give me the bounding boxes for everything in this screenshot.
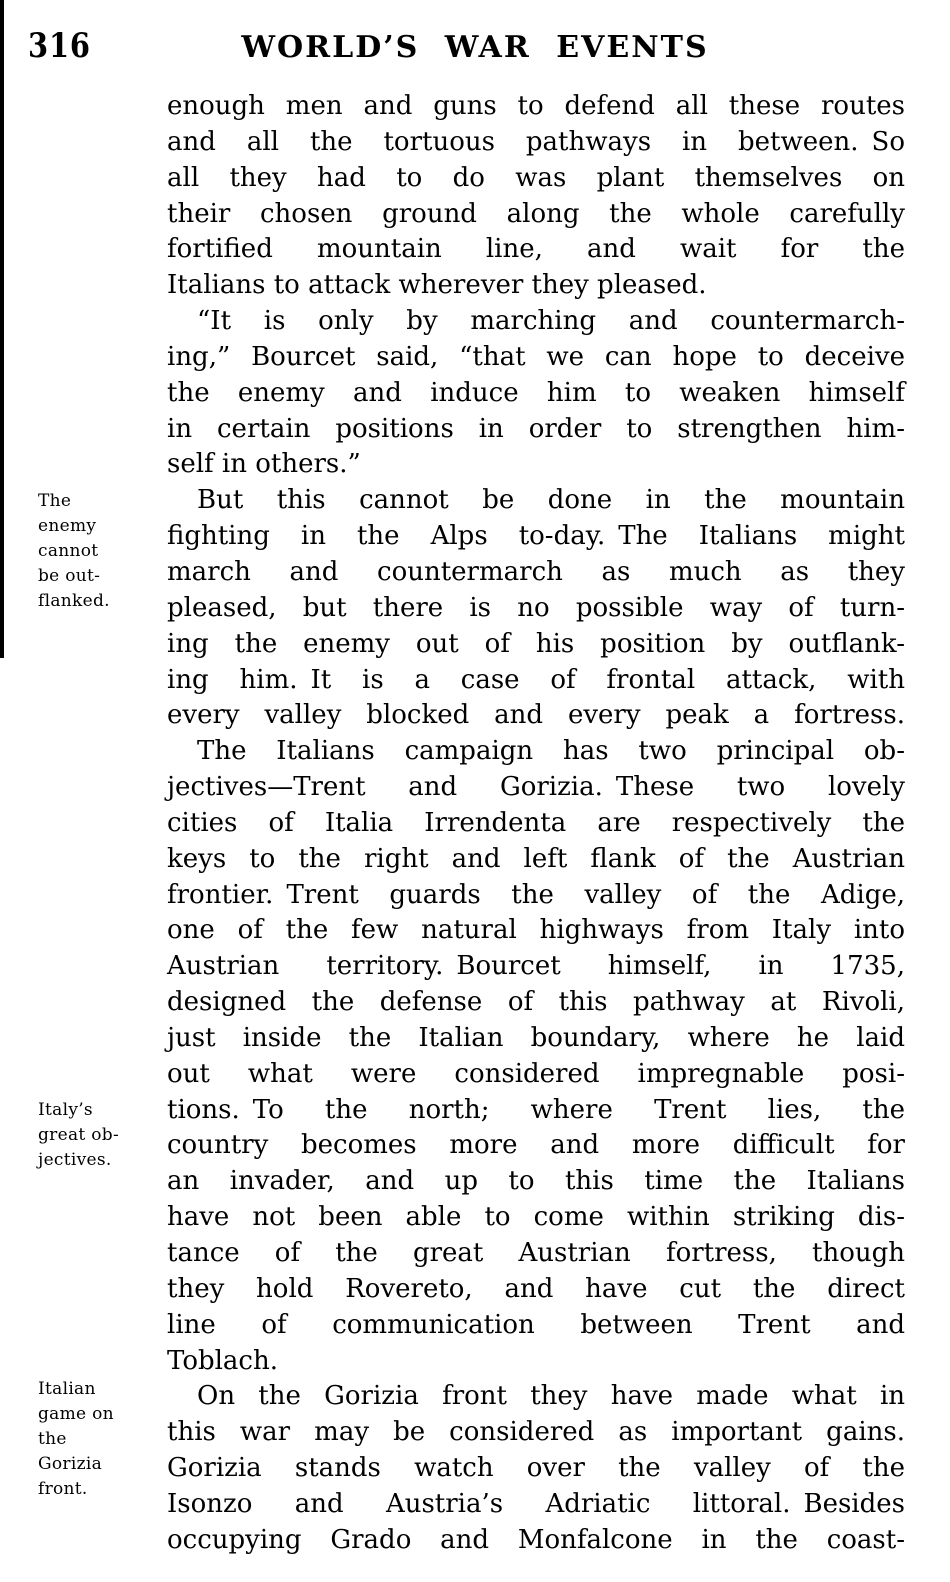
text-line: ing,” Bourcet said, “that we can hope to deceive [167,341,905,372]
paragraph [167,483,905,734]
sidenote-line: enemy [38,516,97,536]
text-line: march and countermarch as much as they [167,556,905,587]
text-line: ing the enemy out of his position by outflank- [167,628,905,659]
sidenote-line: the [38,1429,67,1449]
text-line: every valley blocked and every peak a fortress. [167,700,905,731]
text-line: On the Gorizia front they have made what in [197,1381,905,1412]
sidenote-line: jectives. [38,1150,112,1170]
sidenote-line: great ob- [38,1125,120,1145]
text-line: they hold Rovereto, and have cut the direct [167,1273,905,1304]
sidenote-line: Gorizia [38,1454,103,1474]
text-line: enough men and guns to defend all these routes [167,91,905,121]
sidenote [38,1098,164,1173]
text-line: But this cannot be done in the mountain [197,485,905,516]
page-number: 316 [28,26,91,66]
text-line: fighting in the Alps to-day. The Italians might [167,521,905,552]
text-line: Austrian territory. Bourcet himself, in 1735, [167,951,905,982]
sidenote-line: The [38,491,72,511]
text-line: Gorizia stands watch over the valley of the [167,1453,905,1484]
text-line: have not been able to come within striking dis- [167,1202,905,1233]
text-line: Toblach. [167,1345,279,1376]
text-line: designed the defense of this pathway at Rivoli, [167,987,905,1018]
text-line: Isonzo and Austria’s Adriatic littoral. Besides [167,1488,905,1519]
running-title: WORLD’S WAR EVENTS [241,30,709,65]
paragraph [167,734,905,1379]
text-line: The Italians campaign has two principal ob- [197,736,905,767]
text-line: ing him. It is a case of frontal attack, with [167,664,905,695]
sidenote-line: be out- [38,566,101,586]
paragraph [167,89,905,304]
text-line: keys to the right and left flank of the Austrian [167,843,905,874]
text-line: cities of Italia Irrendenta are respectively the [167,807,905,838]
text-line: an invader, and up to this time the Italians [167,1166,905,1197]
text-line: this war may be considered as important gains. [167,1417,905,1448]
text-line: line of communication between Trent and [167,1309,905,1340]
text-line: out what were considered impregnable posi- [167,1058,905,1089]
text-line: the enemy and induce him to weaken himself [167,377,905,408]
text-line: frontier. Trent guards the valley of the Adige, [167,879,905,910]
text-line: fortified mountain line, and wait for the [167,234,905,265]
text-body [167,89,905,1559]
sidenote-line: flanked. [38,591,110,611]
text-line: in certain positions in order to strengthen him- [167,413,905,444]
text-line: tions. To the north; where Trent lies, the [167,1094,905,1125]
sidenote [38,1377,164,1502]
text-line: occupying Grado and Monfalcone in the coast- [167,1524,905,1555]
text-line: pleased, but there is no possible way of turn- [167,592,905,623]
text-line: jectives—Trent and Gorizia. These two lovely [167,772,905,803]
sidenote-line: Italy’s [38,1100,93,1120]
text-line: one of the few natural highways from Italy into [167,915,905,946]
sidenote-line: game on [38,1404,114,1424]
sidenote [38,489,164,614]
text-line: and all the tortuous pathways in between. So [167,126,905,157]
text-line: all they had to do was plant themselves on [167,162,905,193]
text-line: their chosen ground along the whole carefully [167,198,905,229]
text-line: self in others.” [167,449,361,480]
text-line: just inside the Italian boundary, where he laid [167,1022,905,1053]
text-line: Italians to attack wherever they pleased. [167,270,707,301]
text-line: “It is only by marching and countermarch- [197,306,905,337]
text-line: country becomes more and more difficult for [167,1130,905,1161]
paragraph [167,304,905,483]
paragraph [167,1379,905,1558]
text-line: tance of the great Austrian fortress, though [167,1238,905,1268]
sidenote-line: Italian [38,1379,96,1399]
sidenote-line: cannot [38,541,99,561]
sidenote-line: front. [38,1479,88,1499]
sidenote-column [0,0,167,1582]
